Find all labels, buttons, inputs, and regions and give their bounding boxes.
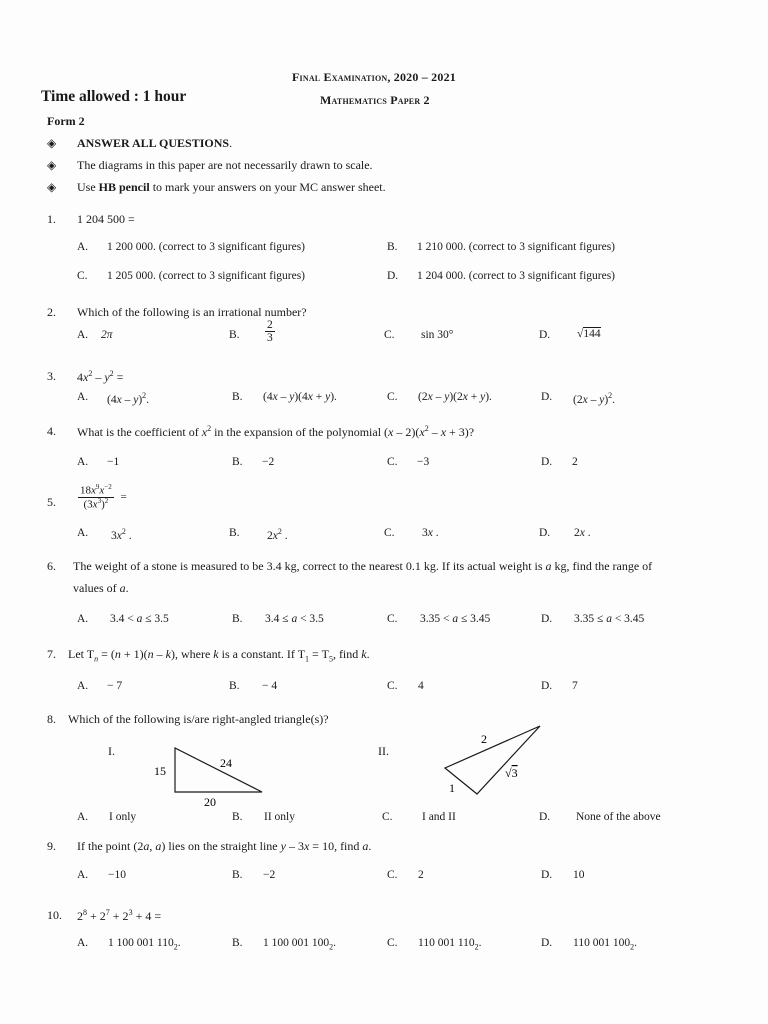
question-stem: 1 204 500 = <box>77 212 135 226</box>
question-number: 2. <box>47 305 56 319</box>
diamond-bullet-icon: ◈ <box>47 136 57 150</box>
side-label-2: 2 <box>481 732 487 746</box>
option-d[interactable]: D. 7 <box>541 680 578 692</box>
side-label-20: 20 <box>204 795 216 809</box>
question-number: 6. <box>47 559 56 573</box>
triangle-1-shape <box>175 748 262 792</box>
option-a[interactable]: A. (4x – y)$^2$. <box>77 391 150 406</box>
instruction-3-bold: HB pencil <box>98 180 150 194</box>
question-stem: $\frac{18x^9x^{-2}}{(3x^3)^2}$ = <box>80 483 127 511</box>
option-b[interactable]: B. $2x^2$ . <box>229 527 288 542</box>
option-c[interactable]: C. −3 <box>387 456 430 468</box>
option-b[interactable]: B. − 4 <box>229 680 278 692</box>
option-b[interactable]: B. 1 210 000. (correct to 3 significant figures) <box>387 241 615 253</box>
question-number: 9. <box>47 839 56 853</box>
option-d[interactable]: D. 2 <box>541 456 578 468</box>
option-c[interactable]: C. 3.35 < a ≤ 3.45 <box>387 613 491 625</box>
figure-label-2: II. <box>378 744 389 758</box>
option-b[interactable]: B. −2 <box>232 456 275 468</box>
option-c[interactable]: C. 1 205 000. (correct to 3 significant figures) <box>77 270 305 282</box>
side-label-root-3: √3 <box>505 766 518 780</box>
question-stem: $4x^2 - y^2$ = <box>77 369 124 384</box>
instruction-3 <box>47 180 386 195</box>
form-label: Form 2 <box>47 114 85 128</box>
option-b[interactable]: B. −2 <box>232 869 276 881</box>
triangle-figure-1 <box>140 740 280 810</box>
side-label-1: 1 <box>449 781 455 795</box>
option-b[interactable]: B. II only <box>232 811 295 823</box>
question-number: 1. <box>47 212 56 226</box>
fraction-two-thirds: $\frac{2}{3}$ <box>267 319 273 345</box>
question-number: 7. <box>47 647 56 661</box>
option-a[interactable]: A. 1 200 000. (correct to 3 significant figures) <box>77 241 305 253</box>
option-a[interactable]: A. 1 100 001 $110_2$. <box>77 937 181 952</box>
question-number: 3. <box>47 369 56 383</box>
question-stem: Let $T_n = (n + 1)(n - k)$, where k is a constant. If $T_1 = T_5$, find k. <box>68 647 370 664</box>
question-stem-line-1: The weight of a stone is measured to be 3.4 kg, correct to the nearest 0.1 kg. If its actual weight is a kg, find the range of <box>73 559 653 573</box>
option-a[interactable]: A. − 7 <box>77 680 123 692</box>
option-a[interactable]: A. I only <box>77 811 137 823</box>
option-d[interactable]: D. 1 204 000. (correct to 3 significant figures) <box>387 270 615 282</box>
question-stem: Which of the following is/are right-angled triangle(s)? <box>68 712 329 726</box>
option-b[interactable]: B. (4x – y)(4x + y). <box>232 391 337 403</box>
question-number: 5. <box>47 495 56 509</box>
instruction-1 <box>47 136 233 151</box>
paper-title: Mathematics Paper 2 <box>320 93 430 107</box>
option-d[interactable]: D. None of the above <box>539 811 661 823</box>
algebraic-fraction: $\frac{18x^9x^{-2}}{(3x^3)^2}$ <box>80 483 112 511</box>
option-c[interactable]: C. 3x . <box>384 527 439 539</box>
square-root-icon: √ <box>577 328 584 340</box>
diamond-bullet-icon: ◈ <box>47 180 57 194</box>
option-b[interactable]: B. $\frac{2}{3}$ <box>229 319 273 345</box>
option-a[interactable]: A. −1 <box>77 456 120 468</box>
option-a[interactable]: A. −10 <box>77 869 126 881</box>
option-c[interactable]: C. sin 30° <box>384 329 454 341</box>
option-c[interactable]: C. (2x – y)(2x + y). <box>387 391 492 403</box>
figure-label-1: I. <box>108 744 115 758</box>
instruction-1-bold: ANSWER ALL QUESTIONS <box>77 136 230 150</box>
diamond-bullet-icon: ◈ <box>47 158 57 172</box>
instruction-3-pre: Use <box>77 180 99 194</box>
question-stem-line-2: values of a. <box>73 581 129 595</box>
question-stem: What is the coefficient of $x^2$ in the expansion of the polynomial $(x - 2)(x^2 - x + 3)$? <box>77 424 475 439</box>
option-c[interactable]: C. 2 <box>387 869 424 881</box>
question-number: 4. <box>47 424 56 438</box>
option-a[interactable]: A. $3x^2$ . <box>77 527 132 542</box>
option-b[interactable]: B. 3.4 ≤ a < 3.5 <box>232 613 324 625</box>
exam-title: Final Examination, 2020 – 2021 <box>292 70 456 84</box>
option-b[interactable]: B. 1 100 001 $100_2$. <box>232 937 336 952</box>
option-c[interactable]: C. 110 001 $110_2$. <box>387 937 482 952</box>
option-d[interactable]: D. 10 <box>541 869 585 881</box>
question-number: 8. <box>47 712 56 726</box>
instruction-3-text: to mark your answers on your MC answer sheet. <box>149 180 386 194</box>
side-label-24: 24 <box>220 756 232 770</box>
triangle-2-shape <box>445 726 540 794</box>
option-c[interactable]: C. 4 <box>387 680 424 692</box>
side-label-15: 15 <box>154 764 166 778</box>
triangle-figure-2 <box>435 722 555 802</box>
option-d[interactable]: D. 3.35 ≤ a < 3.45 <box>541 613 645 625</box>
instruction-2-text: The diagrams in this paper are not necessarily drawn to scale. <box>77 158 373 172</box>
instruction-1-text: . <box>229 136 233 150</box>
time-allowed: Time allowed : 1 hour <box>41 88 187 105</box>
question-number: 10. <box>47 908 62 922</box>
option-d[interactable]: D. 2x . <box>539 527 591 539</box>
option-d[interactable]: D. √144 <box>539 328 601 341</box>
option-a[interactable]: A. 3.4 < a ≤ 3.5 <box>77 613 169 625</box>
option-a[interactable]: A. 2π <box>77 329 113 341</box>
option-d[interactable]: D. 110 001 $100_2$. <box>541 937 637 952</box>
question-stem: If the point (2a, a) lies on the straight line y – 3x = 10, find a. <box>77 839 372 853</box>
question-stem: Which of the following is an irrational number? <box>77 305 307 319</box>
option-d[interactable]: D. (2x – y)$^2$. <box>541 391 616 406</box>
option-c[interactable]: C. I and II <box>382 811 456 823</box>
instruction-2 <box>47 158 373 173</box>
question-stem: $2^8 + 2^7 + 2^3 + 4$ = <box>77 908 162 923</box>
